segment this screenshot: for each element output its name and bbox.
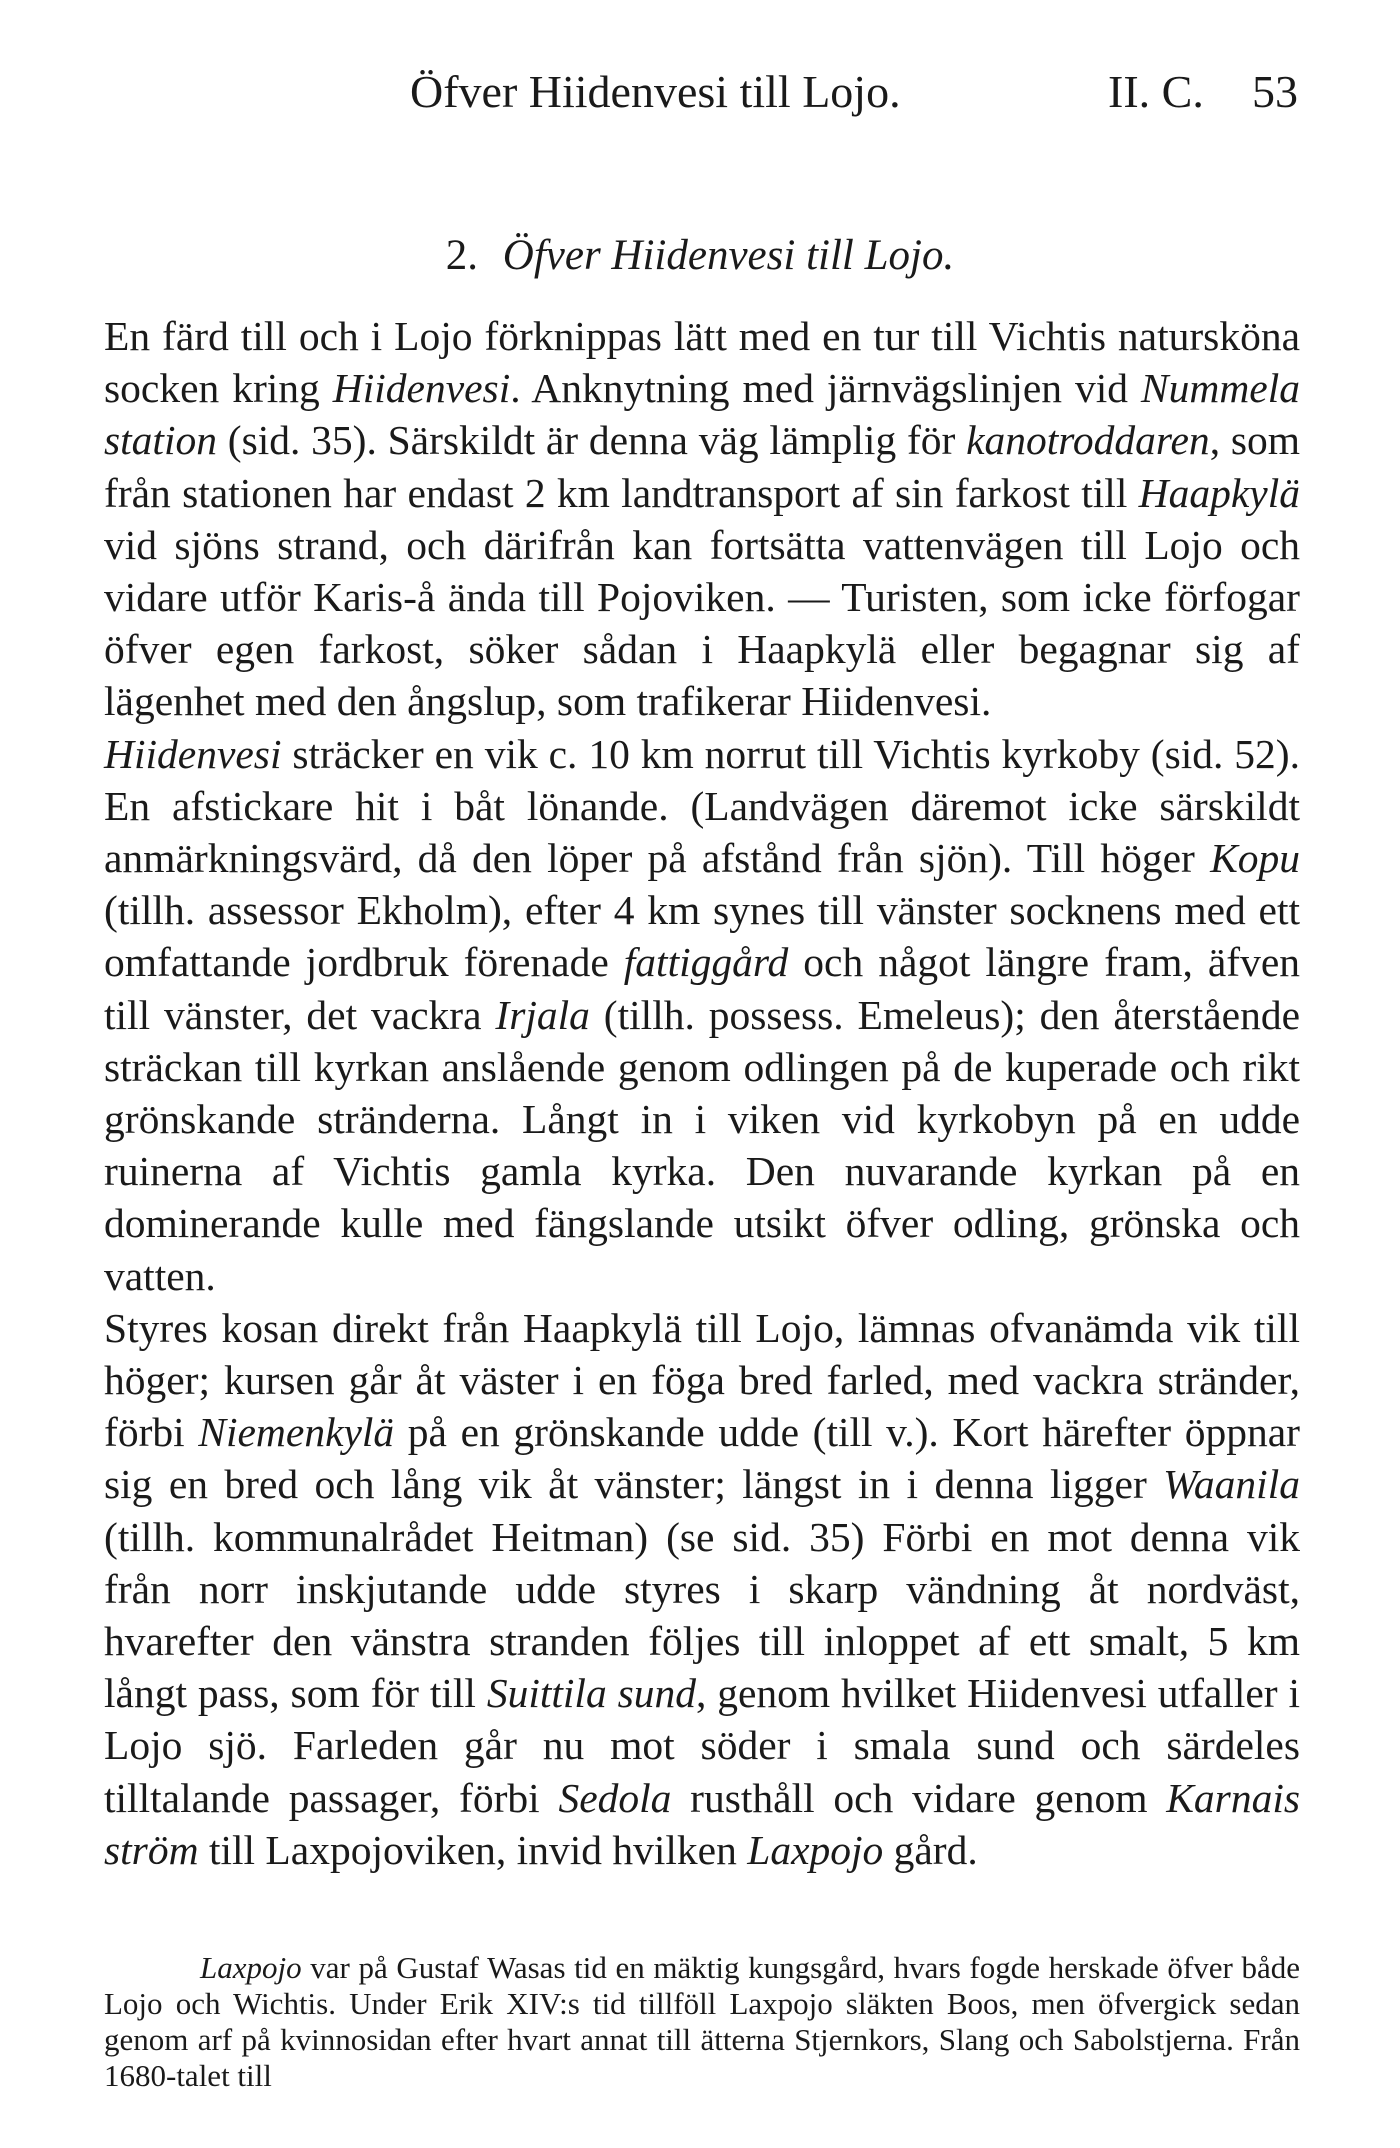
section-heading	[0, 228, 1400, 284]
italic-term: Hiidenvesi	[332, 365, 511, 412]
text-run: rusthåll och vidare genom	[671, 1774, 1167, 1821]
italic-term: Kopu	[1210, 835, 1300, 882]
page-number: 53	[1252, 66, 1298, 117]
footnote-text	[104, 1950, 1300, 2094]
paragraph	[104, 1302, 1300, 1876]
section-title: Öfver Hiidenvesi till Lojo.	[502, 232, 955, 279]
text-run: (tillh. assessor Ekholm), efter 4 km synes till vänster socknens med ett omfattande jordbruk förenade	[104, 887, 1300, 986]
body-text	[104, 310, 1300, 1876]
italic-term: Niemenkylä	[198, 1409, 395, 1456]
text-run: . Anknytning med järnvägslinjen vid	[510, 365, 1141, 412]
text-run: En färd till och i Lojo förknippas lätt med en tur till Vichtis natursköna socken kring	[104, 313, 1300, 412]
running-head-section: II. C.	[1108, 66, 1204, 117]
text-run: gård.	[883, 1826, 978, 1873]
italic-term: Waanila	[1163, 1461, 1300, 1508]
text-run: , genom hvilket Hiidenvesi utfaller i Lojo sjö. Farleden går nu mot söder i smala sund och särdeles tilltalande passager, förbi	[104, 1670, 1301, 1821]
paragraph	[104, 310, 1300, 728]
text-run: (sid. 35). Särskildt är denna väg lämplig för	[217, 417, 967, 464]
text-run: sträcker en vik c. 10 km norrut till Vichtis kyrkoby (sid. 52). En afstickare hit i båt lönande. (Landvägen däremot icke särskildt anmärkningsvärd, då den löper på afstånd från sjön). Till höger	[104, 730, 1300, 882]
text-run: Styres kosan direkt från Haapkylä till Lojo, lämnas ofvanämda vik till höger; kursen går åt väster i en föga bred farled, med vackra stränder, förbi	[104, 1304, 1300, 1456]
text-run: på en grönskande udde (till v.). Kort härefter öppnar sig en bred och lång vik åt vänster; längst in i denna ligger	[104, 1409, 1300, 1508]
text-run: (tillh. possess. Emeleus); den återstående sträckan till kyrkan anslående genom odlingen på de kuperade och rikt grönskande stränderna. Långt in i viken vid kyrkobyn på en udde ruinerna af Vichtis gamla kyrka. Den nuvarande kyrkan på en dominerande kulle med fängslande utsikt öfver odling, grönska och vatten.	[104, 991, 1301, 1299]
text-run: vid sjöns strand, och därifrån kan fortsätta vattenvägen till Lojo och vidare utför Karis-å ända till Pojoviken. — Turisten, som icke förfogar öfver egen farkost, söker sådan i Haapkylä eller begagnar sig af lägenhet med den ångslup, som trafikerar Hiidenvesi.	[104, 521, 1300, 725]
text-run: och något längre fram, äfven till vänster, det vackra	[104, 939, 1300, 1038]
section-number: 2.	[445, 232, 479, 279]
footnote	[104, 1950, 1300, 2094]
italic-term: fattiggård	[623, 939, 789, 986]
italic-term: Laxpojo	[747, 1826, 884, 1873]
text-run: , som från stationen har endast 2 km landtransport af sin farkost till	[104, 417, 1300, 516]
text-run: (tillh. kommunalrådet Heitman) (se sid. 35) Förbi en mot denna vik från norr inskjutande udde styres i skarp vändning åt nordväst, hvarefter den vänstra stranden följes till inloppet af ett smalt, 5 km långt pass, som för till	[104, 1513, 1300, 1717]
paragraph	[104, 728, 1300, 1302]
running-head-title: Öfver Hiidenvesi till Lojo.	[410, 66, 901, 117]
italic-term: Irjala	[495, 991, 590, 1038]
running-head	[410, 62, 1310, 122]
italic-term: kanotroddaren	[966, 417, 1210, 464]
footnote-run: var på Gustaf Wasas tid en mäktig kungsgård, hvars fogde herskade öfver både Lojo och Wichtis. Under Erik XIV:s tid tillföll Laxpojo släkten Boos, men öfvergick sedan genom arf på kvinnosidan efter hvart annat till ätterna Stjernkors, Slang och Sabolstjerna. Från 1680-talet till	[104, 1950, 1300, 2093]
italic-term: Laxpojo	[200, 1950, 302, 1985]
italic-term: Nummela station	[104, 365, 1300, 464]
italic-term: Sedola	[558, 1774, 672, 1821]
italic-term: Hiidenvesi	[104, 730, 282, 777]
italic-term: Karnais ström	[104, 1774, 1300, 1873]
text-run: till Laxpojoviken, invid hvilken	[198, 1826, 748, 1873]
italic-term: Haapkylä	[1138, 469, 1300, 516]
italic-term: Suittila sund	[486, 1670, 696, 1717]
